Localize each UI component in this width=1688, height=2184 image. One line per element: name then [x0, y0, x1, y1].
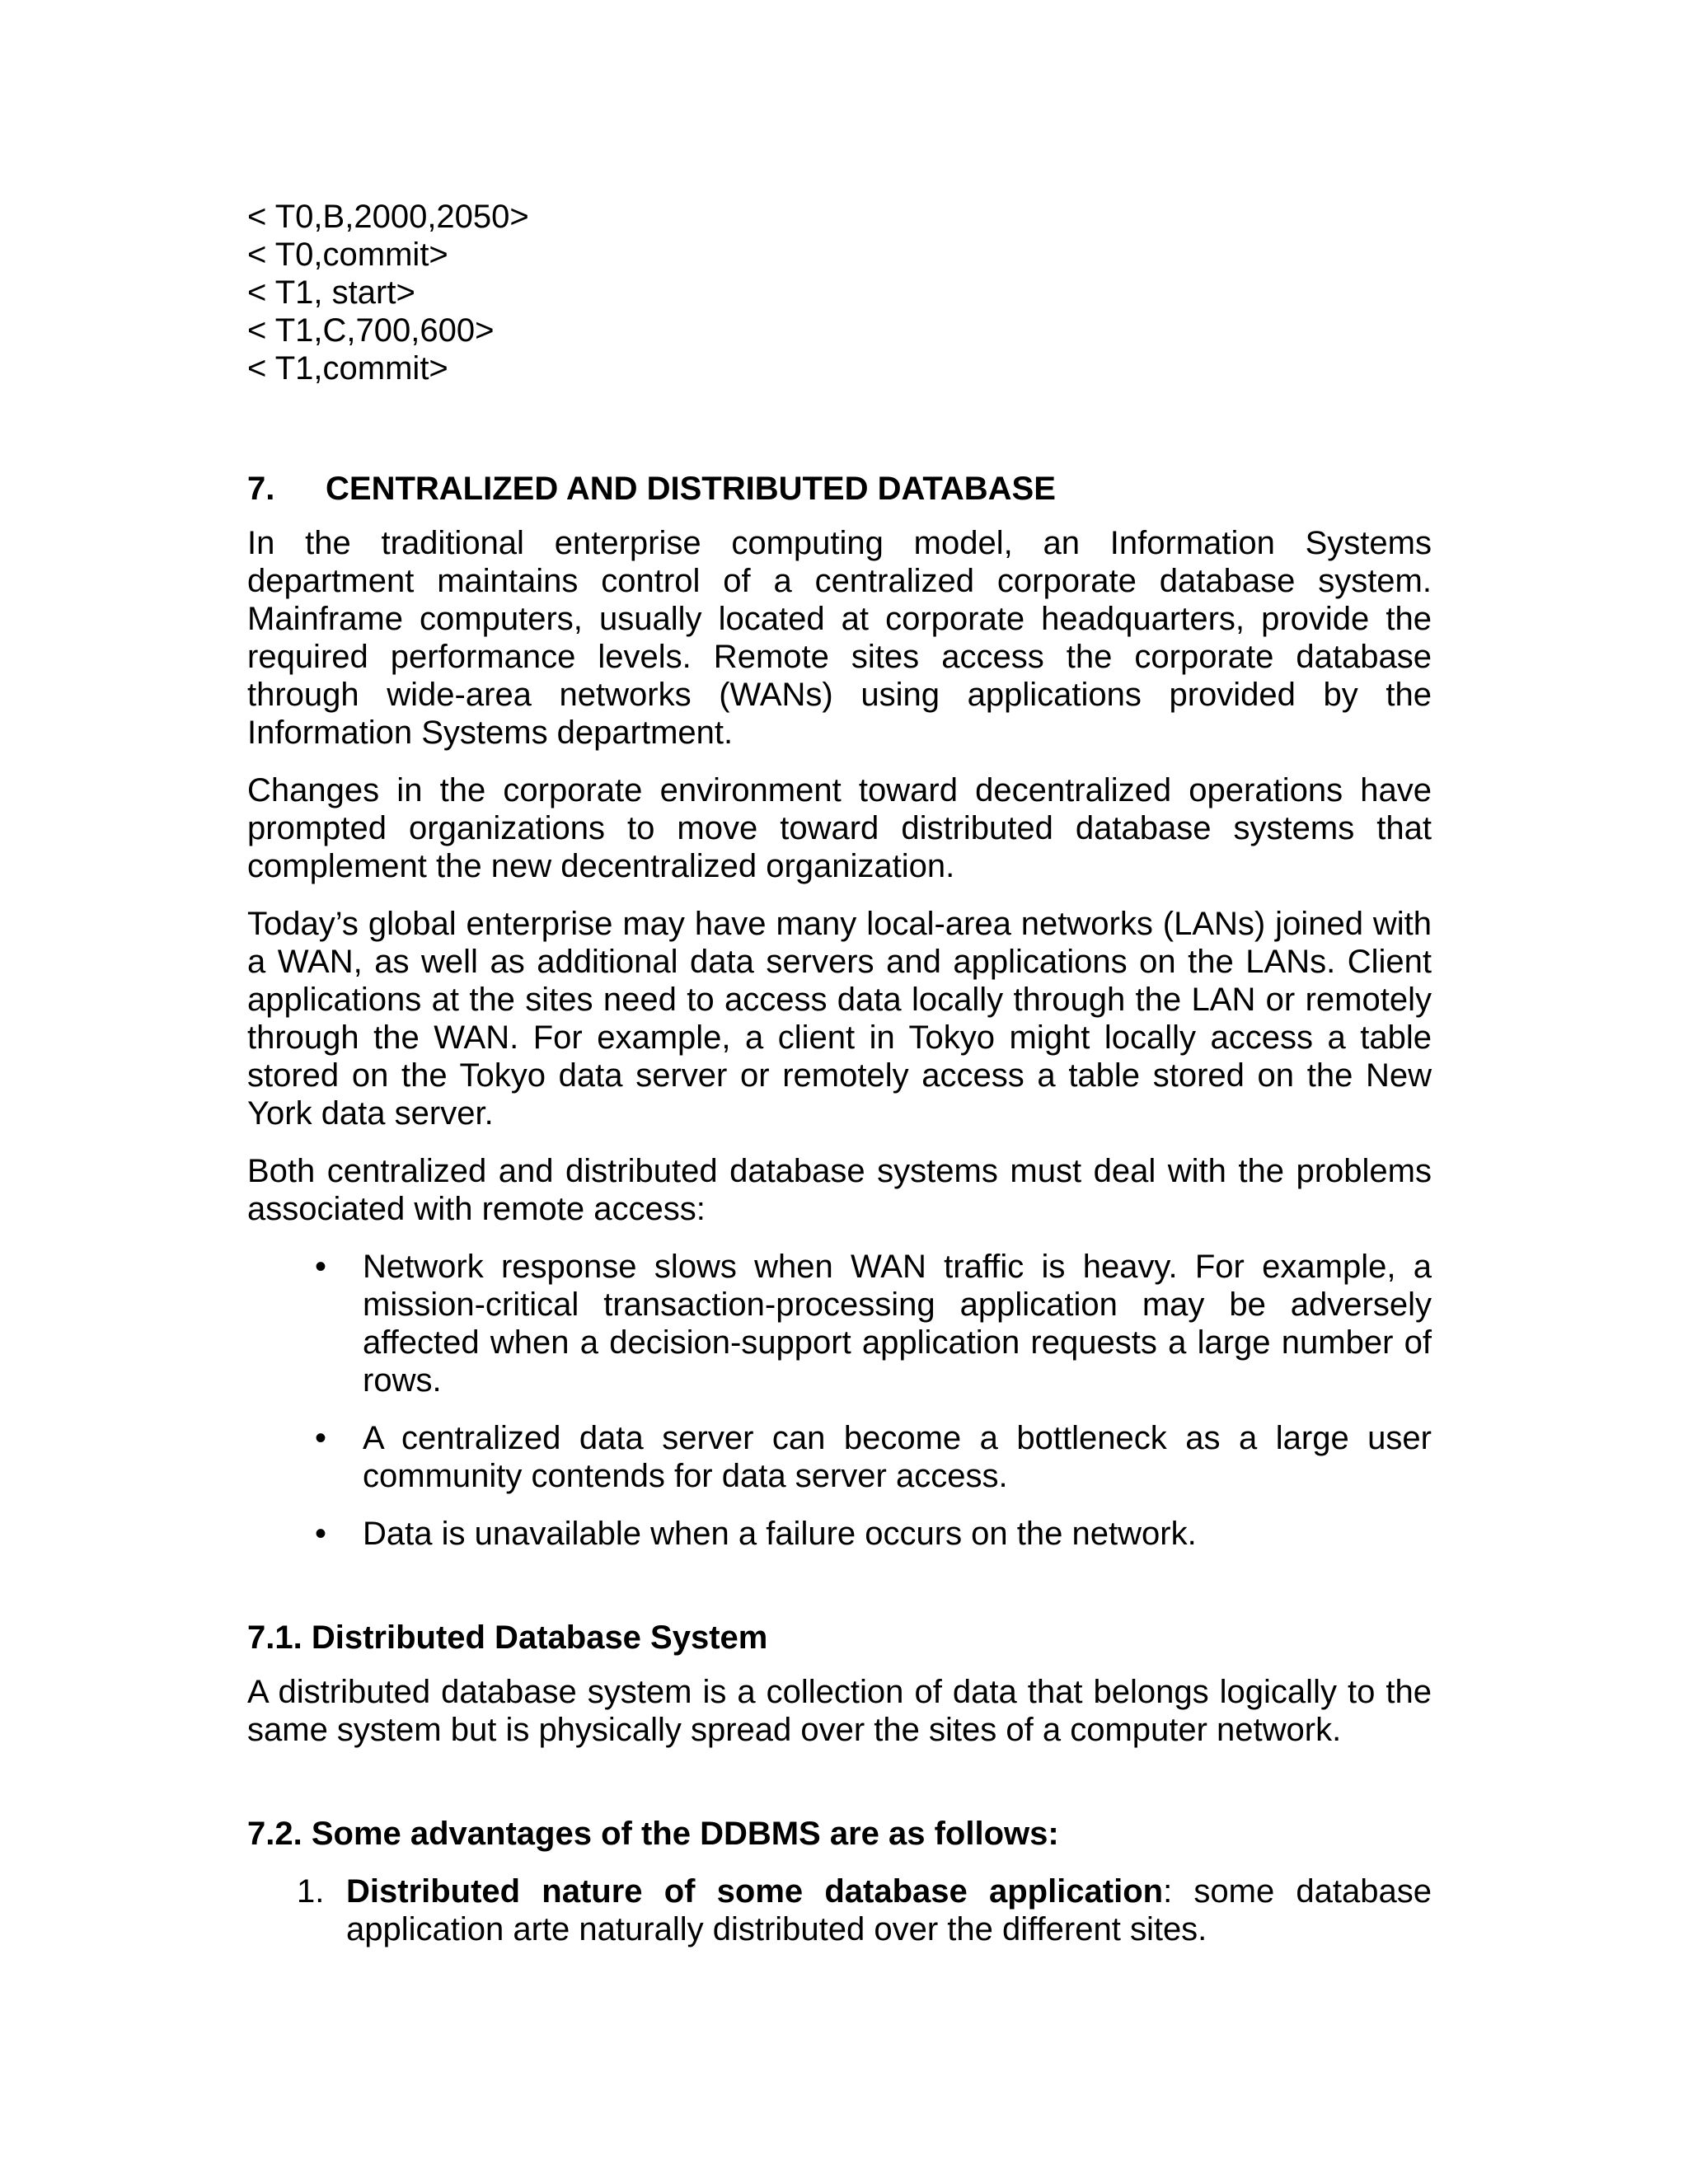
bullet-icon: • [315, 1249, 327, 1285]
transaction-log [247, 198, 1432, 387]
bullet-icon: • [315, 1516, 327, 1552]
section-title: CENTRALIZED AND DISTRIBUTED DATABASE [326, 471, 1056, 507]
list-marker: 1. [297, 1873, 325, 1910]
log-line: < T1,C,700,600> [247, 312, 495, 349]
log-line: < T0,B,2000,2050> [247, 199, 529, 235]
document-page [247, 198, 1432, 1948]
paragraph: A distributed database system is a collection of data that belongs logically to the same system but is physically spread over the sites of a computer network. [247, 1674, 1432, 1748]
bullet-list [247, 1248, 1432, 1553]
paragraph: In the traditional enterprise computing model, an Information Systems department maintains control of a centralized corporate database system. Mainframe computers, usually located at corporate headquarters, provide the required performance levels. Remote sites access the corporate database through wide-area networks (WANs) using applications provided by the Information Systems department. [247, 525, 1432, 751]
paragraph: Changes in the corporate environment toward decentralized operations have prompted organizations to move toward distributed database systems that complement the new decentralized organization. [247, 772, 1432, 884]
item-text: : some database application arte naturally distributed over the different sites. [346, 1873, 1432, 1947]
numbered-item [247, 1872, 1432, 1948]
bullet-text: Data is unavailable when a failure occurs on the network. [363, 1516, 1197, 1552]
bullet-item [247, 1515, 1432, 1553]
bullet-text: A centralized data server can become a bottleneck as a large user community contends for data server access. [363, 1420, 1432, 1494]
paragraph: Both centralized and distributed database systems must deal with the problems associated with remote access: [247, 1153, 1432, 1227]
section-number: 7. [247, 471, 275, 507]
bullet-item [247, 1419, 1432, 1495]
log-line: < T1, start> [247, 274, 415, 311]
item-term: Distributed nature of some database application [346, 1873, 1164, 1910]
log-line: < T1,commit> [247, 350, 448, 387]
section-heading [247, 470, 1432, 508]
paragraph: Today’s global enterprise may have many local-area networks (LANs) joined with a WAN, as well as additional data servers and applications on the LANs. Client applications at the sites need to access data locally through the LAN or remotely through the WAN. For example, a client in Tokyo might locally access a table stored on the Tokyo data server or remotely access a table stored on the New York data server. [247, 906, 1432, 1132]
log-line: < T0,commit> [247, 237, 448, 273]
bullet-icon: • [315, 1420, 327, 1456]
subsection-heading: 7.1. Distributed Database System [247, 1619, 768, 1656]
bullet-text: Network response slows when WAN traffic is heavy. For example, a mission-critical transaction-processing application may be adversely affected when a decision-support application requests a large number of rows. [363, 1249, 1432, 1399]
numbered-list [247, 1872, 1432, 1948]
bullet-item [247, 1248, 1432, 1399]
subsection-heading: 7.2. Some advantages of the DDBMS are as follows: [247, 1816, 1059, 1852]
